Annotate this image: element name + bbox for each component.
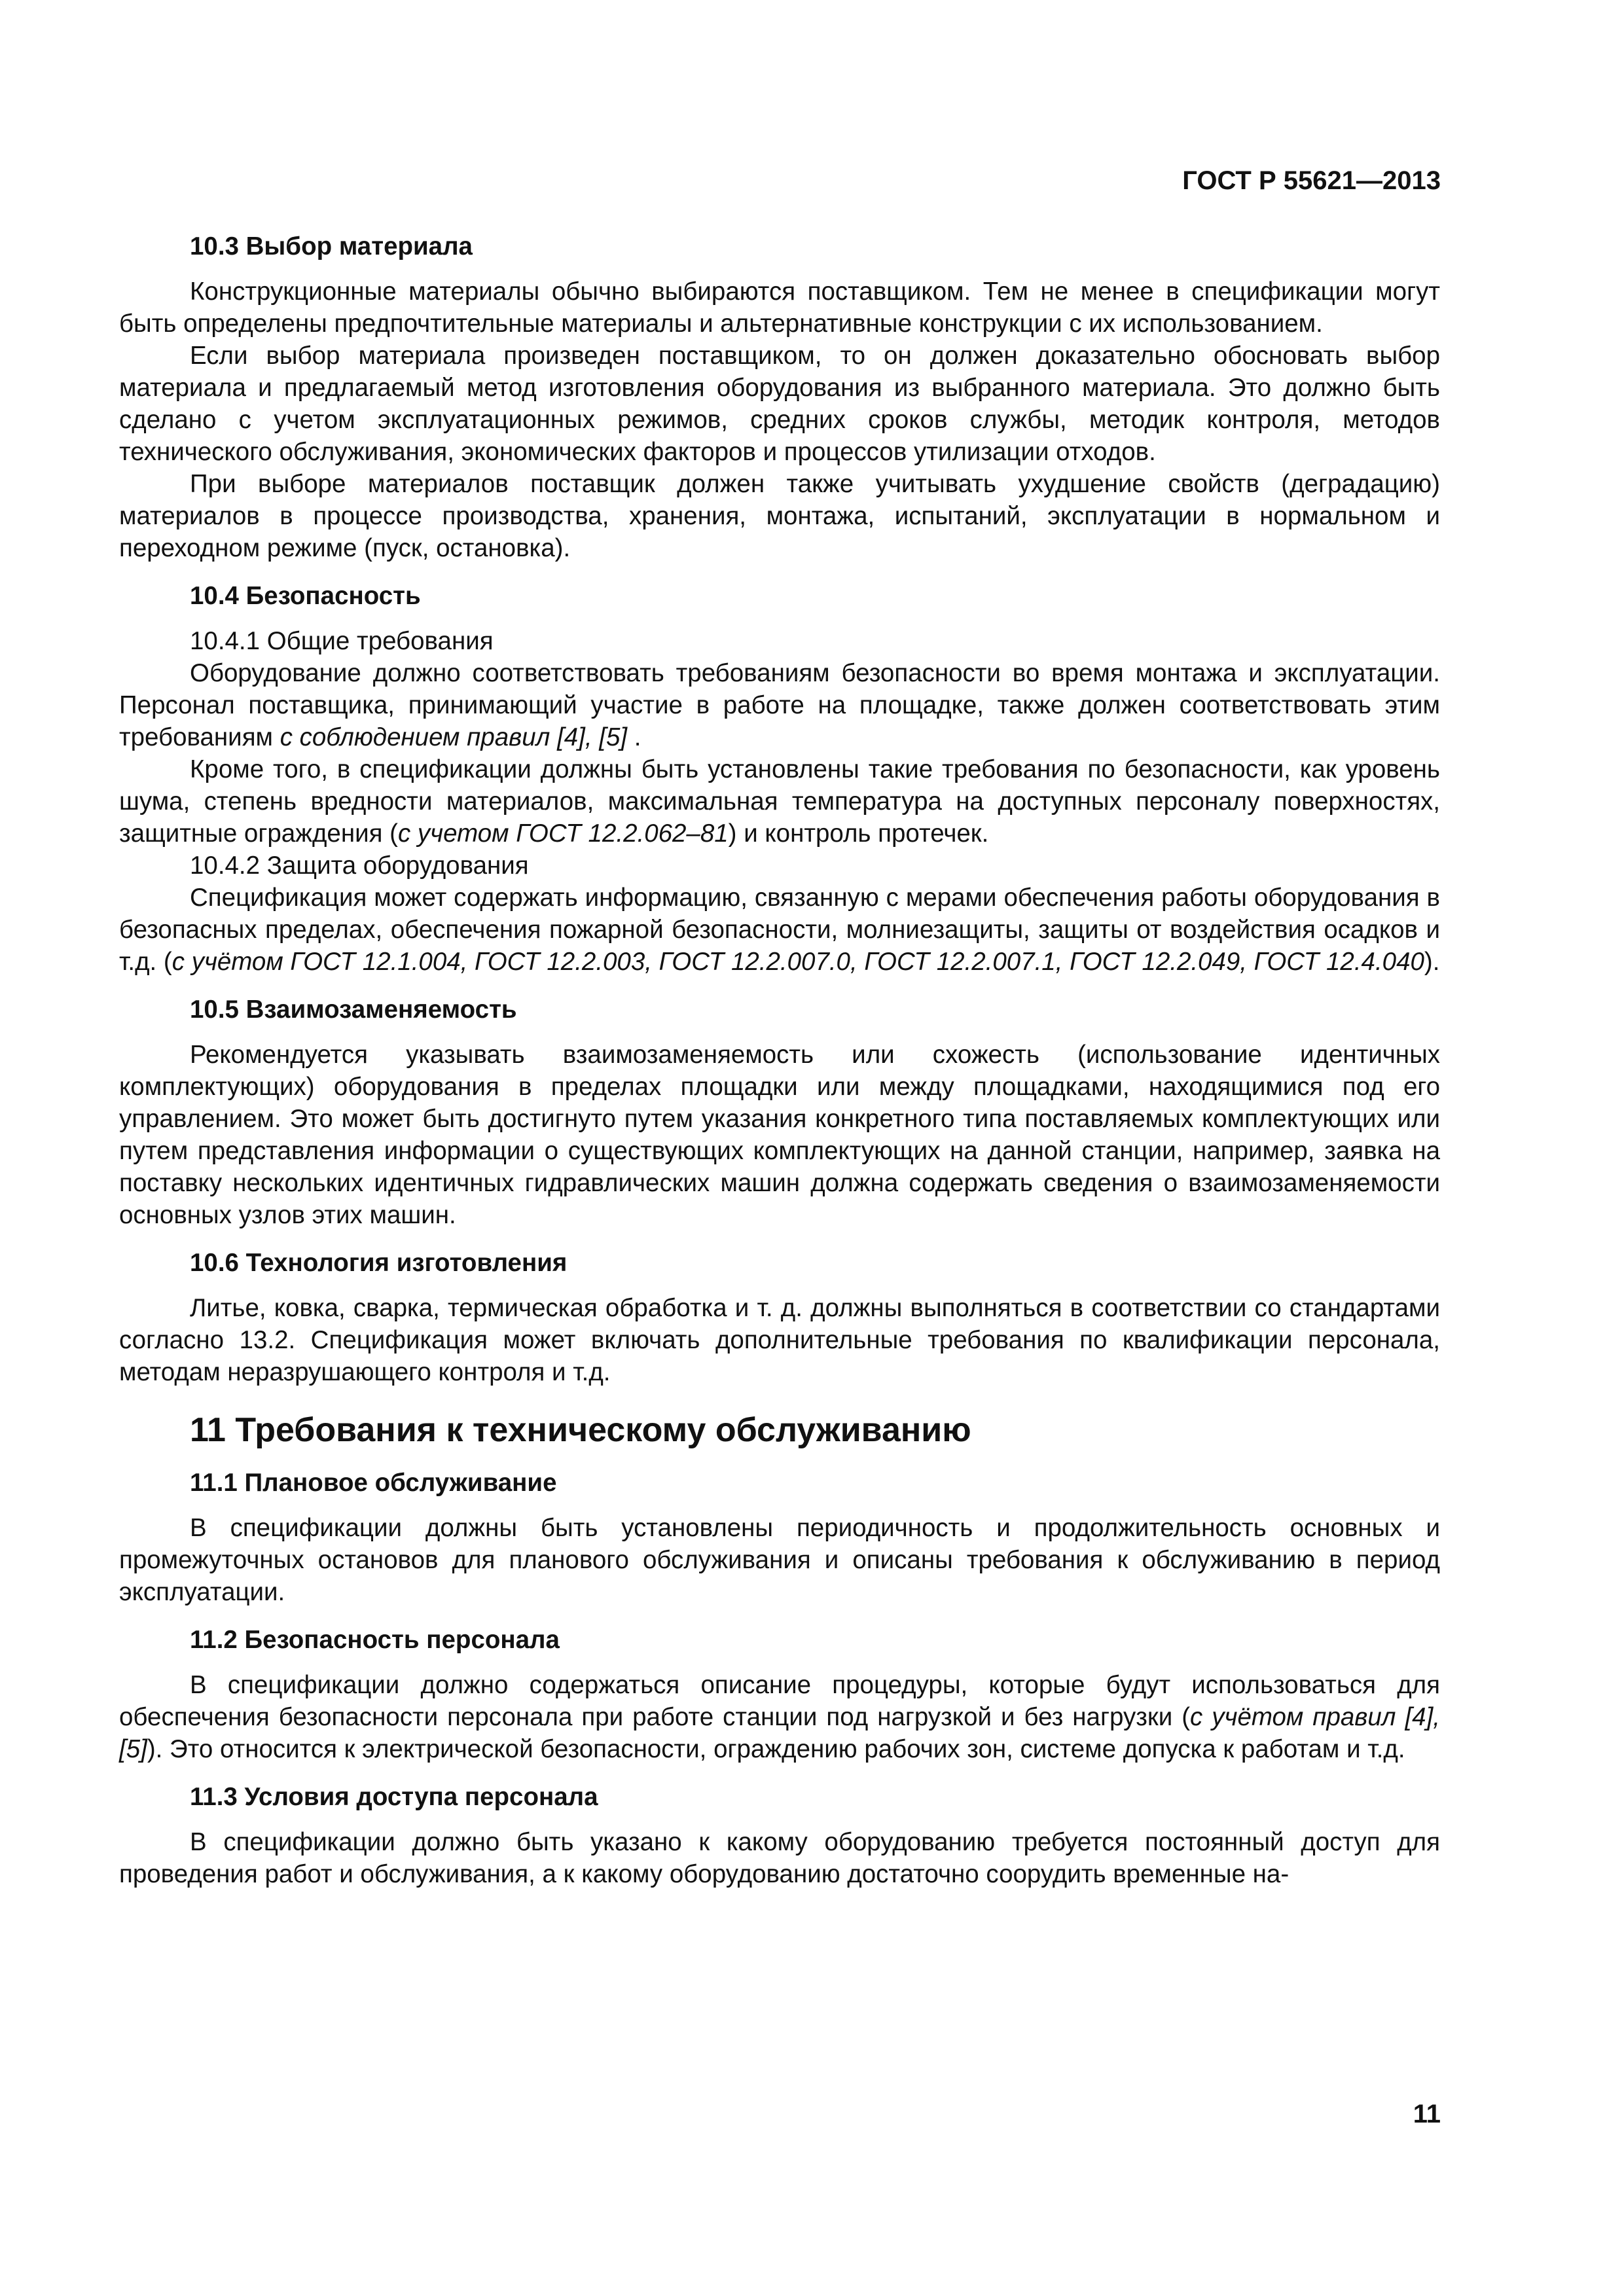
paragraph: Если выбор материала произведен поставщиком, то он должен доказательно обосновать выбор материала и предлагаемый метод изготовления оборудования из выбранного материала. Это должно быть сделано с учетом эксплуатационных режимов, средних сроков службы, методик контроля, методов технического обслуживания, экономических факторов и процессов утилизации отходов. [119,342,1440,466]
section-heading-10-4: 10.4 Безопасность [190,582,421,610]
subsection-heading-10-4-2: 10.4.2 Защита оборудования [190,852,529,880]
section-heading-10-3: 10.3 Выбор материала [190,232,473,260]
page-number: 11 [1413,2100,1441,2128]
paragraph: В спецификации должно содержаться описание процедуры, которые будут использоваться для обеспечения безопасности персонала при работе станции под нагрузкой и без нагрузки (с учётом правил [4], [5]). Это относится к электрической безопасности, ограждению рабочих зон, системе допуска к работам и т.д. [119,1671,1440,1763]
paragraph: Оборудование должно соответствовать требованиям безопасности во время монтажа и эксплуатации. Персонал поставщика, принимающий участие в работе на площадке, также должен соответствовать этим требованиям с соблюдением правил [4], [5] . [119,659,1440,751]
paragraph: В спецификации должно быть указано к какому оборудованию требуется постоянный доступ для проведения работ и обслуживания, а к какому оборудованию достаточно соорудить временные на- [119,1828,1440,1888]
paragraph: При выборе материалов поставщик должен также учитывать ухудшение свойств (деградацию) материалов в процессе производства, хранения, монтажа, испытаний, эксплуатации в нормальном и переходном режиме (пуск, остановка). [119,470,1440,562]
section-heading-11-3: 11.3 Условия доступа персонала [190,1783,598,1811]
paragraph: Кроме того, в спецификации должны быть установлены такие требования по безопасности, как уровень шума, степень вредности материалов, максимальная температура на доступных персоналу поверхностях, защитные ограждения (с учетом ГОСТ 12.2.062–81) и контроль протечек. [119,755,1440,848]
normative-reference: с учётом правил [4], [5] [119,1703,1440,1763]
section-heading-10-6: 10.6 Технология изготовления [190,1249,568,1277]
paragraph: Литье, ковка, сварка, термическая обработка и т. д. должны выполняться в соответствии со стандартами согласно 13.2. Спецификация может включать дополнительные требования по квалификации персонала, методам неразрушающего контроля и т.д. [119,1294,1440,1386]
paragraph: Рекомендуется указывать взаимозаменяемость или схожесть (использование идентичных комплектующих) оборудования в пределах площадки или между площадками, находящимися под его управлением. Это может быть достигнуто путем указания конкретного типа поставляемых комплектующих или путем представления информации о существующих комплектующих на данной станции, например, заявка на поставку нескольких идентичных гидравлических машин должна содержать сведения о взаимозаменяемости основных узлов этих машин. [119,1041,1440,1229]
normative-reference: с учётом ГОСТ 12.1.004, ГОСТ 12.2.003, ГОСТ 12.2.007.0, ГОСТ 12.2.007.1, ГОСТ 12.2.049, ГОСТ 12.4.040 [171,948,1424,976]
normative-reference: с учетом ГОСТ 12.2.062–81 [397,819,729,848]
page-content [119,230,1440,1890]
paragraph: Конструкционные материалы обычно выбираются поставщиком. Тем не менее в спецификации могут быть определены предпочтительные материалы и альтернативные конструкции с их использованием. [119,278,1440,338]
subsection-heading-10-4-1: 10.4.1 Общие требования [190,627,494,655]
section-heading-10-5: 10.5 Взаимозаменяемость [190,996,517,1024]
paragraph: В спецификации должны быть установлены периодичность и продолжительность основных и промежуточных остановов для планового обслуживания и описаны требования к обслуживанию в период эксплуатации. [119,1514,1440,1606]
normative-reference: с соблюдением правил [4], [5] [280,723,628,751]
section-heading-11-1: 11.1 Плановое обслуживание [190,1469,557,1497]
section-heading-11-2: 11.2 Безопасность персонала [190,1626,560,1654]
paragraph: Спецификация может содержать информацию, связанную с мерами обеспечения работы оборудования в безопасных пределах, обеспечения пожарной безопасности, молниезащиты, защиты от воздействия осадков и т.д. (с учётом ГОСТ 12.1.004, ГОСТ 12.2.003, ГОСТ 12.2.007.0, ГОСТ 12.2.007.1, ГОСТ 12.2.049, ГОСТ 12.4.040). [119,884,1440,976]
chapter-heading-11: 11 Требования к техническому обслуживанию [190,1411,971,1449]
document-code: ГОСТ Р 55621—2013 [1182,166,1441,195]
